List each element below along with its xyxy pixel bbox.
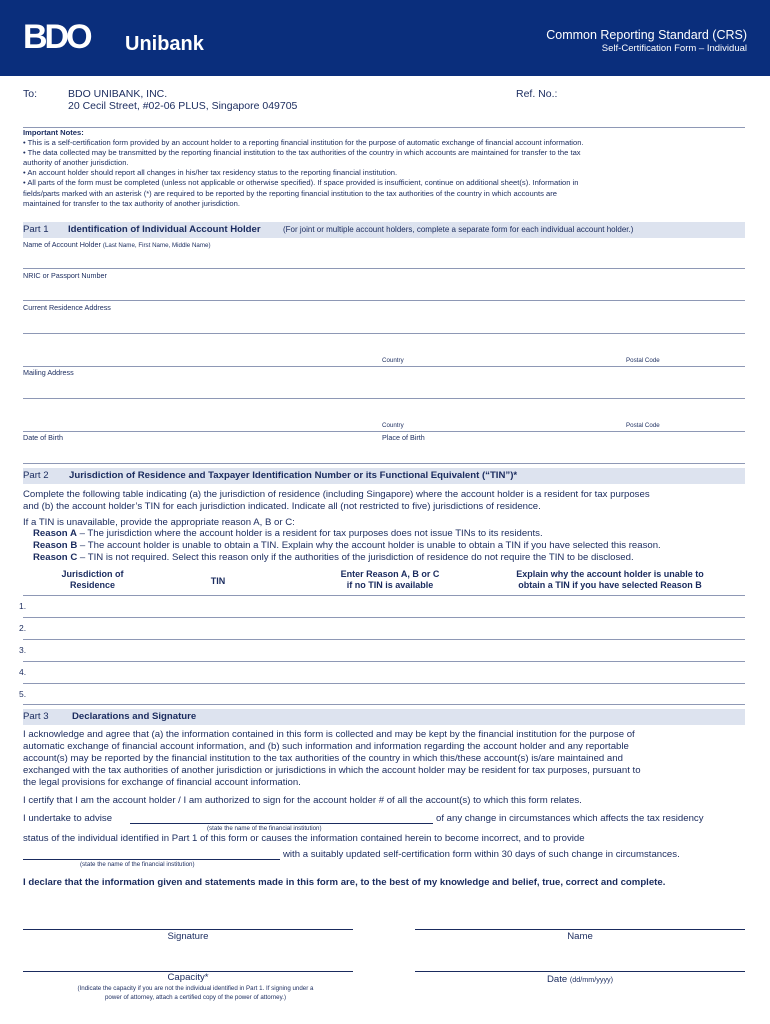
- col-jurisdiction-header: Jurisdiction of Residence: [61, 569, 124, 590]
- table-row-2[interactable]: [23, 639, 745, 640]
- addressee-address: 20 Cecil Street, #02-06 PLUS, Singapore 049705: [68, 100, 298, 112]
- reason-b: Reason B – The account holder is unable to obtain a TIN. Explain why the account holder is unable to obtain a TIN if you have selected this reason.: [33, 540, 661, 551]
- within-line: with a suitably updated self-certification form within 30 days of such change in circumstances.: [283, 849, 680, 860]
- account-holder-name-label: Name of Account Holder (Last Name, First Name, Middle Name): [23, 240, 211, 249]
- reason-a: Reason A – The jurisdiction where the account holder is a resident for tax purposes does not issue TINs to its residents.: [33, 528, 543, 539]
- table-header-rule: [23, 595, 745, 596]
- table-row-number: 4.: [19, 667, 27, 677]
- mailing-address-label: Mailing Address: [23, 368, 74, 377]
- acknowledgement-paragraph: I acknowledge and agree that (a) the information contained in this form is collected and may be kept by the financial institution for the purpose of automatic exchange of financial account information, and (b) such information and information regarding the account holder and any reportable account(s) may be reported by the financial institution to the tax authorities of the country in which this/these account(s) is/are maintained and exchanged with the tax authorities of another jurisdiction or jurisdictions in which the account holder may be resident for tax purposes, pursuant to the legal provisions for exchange of financial account information.: [23, 729, 641, 788]
- ref-no-field[interactable]: [563, 99, 745, 100]
- note-line: • This is a self-certification form provided by an account holder to a reporting financial institution for the purpose of automatic exchange of financial account information.: [23, 138, 584, 148]
- note-line: authority of another jurisdiction.: [23, 158, 129, 168]
- table-row-number: 3.: [19, 645, 27, 655]
- col-reason-header: Enter Reason A, B or C if no TIN is available: [340, 569, 440, 590]
- declaration-statement: I declare that the information given and statements made in this form are, to the best of my knowledge and belief, true, correct and complete.: [23, 877, 666, 888]
- table-row-4[interactable]: [23, 683, 745, 684]
- capacity-hint-1: (Indicate the capacity if you are not the individual identified in Part 1. If signing under a: [77, 985, 314, 992]
- note-line: • The data collected may be transmitted by the reporting financial institution to the tax authorities of the country in which accounts are maintained for transfer to the tax: [23, 148, 581, 158]
- part2-label: Part 2: [23, 470, 49, 481]
- part3-title: Declarations and Signature: [72, 711, 197, 722]
- part1-title: Identification of Individual Account Holder: [68, 224, 261, 235]
- part1-header: [23, 222, 745, 238]
- bdo-logo: BDO: [23, 18, 90, 56]
- col-explain-header: Explain why the account holder is unable to obtain a TIN if you have selected Reason B: [516, 569, 704, 590]
- place-of-birth-label: Place of Birth: [382, 433, 425, 442]
- part2-header: [23, 468, 745, 484]
- addressee-company: BDO UNIBANK, INC.: [68, 88, 168, 100]
- birth-details-field[interactable]: [23, 463, 745, 464]
- date-field[interactable]: [415, 971, 745, 972]
- undertake-end: of any change in circumstances which affects the tax residency: [436, 813, 704, 824]
- financial-institution-field-1[interactable]: [130, 823, 433, 824]
- table-row-number: 5.: [19, 689, 27, 699]
- undertake-start: I undertake to advise: [23, 813, 113, 824]
- account-holder-name-field[interactable]: [23, 268, 745, 269]
- residence-country-label: Country: [382, 357, 404, 364]
- fi-hint-2: (state the name of the financial institution): [80, 861, 195, 868]
- mailing-address-field-1[interactable]: [23, 398, 745, 399]
- date-of-birth-label: Date of Birth: [23, 433, 63, 442]
- mailing-country-label: Country: [382, 422, 404, 429]
- part3-label: Part 3: [23, 711, 49, 722]
- part2-intro-line-1: Complete the following table indicating (a) the jurisdiction of residence (including Singapore) where the account holder is a resident for tax purposes: [23, 489, 650, 500]
- unibank-logo-text: Unibank: [125, 33, 204, 55]
- nric-field[interactable]: [23, 300, 745, 301]
- notes-title: Important Notes:: [23, 128, 84, 137]
- residence-address-field-2[interactable]: [23, 366, 745, 367]
- ref-no-label: Ref. No.:: [516, 88, 558, 100]
- name-label: Name: [567, 931, 593, 942]
- part3-header: [23, 709, 745, 725]
- page-header: [0, 0, 770, 76]
- tin-unavailable-text: If a TIN is unavailable, provide the appropriate reason A, B or C:: [23, 517, 295, 528]
- capacity-label: Capacity*: [167, 972, 209, 983]
- col-tin-header: TIN: [210, 576, 226, 586]
- note-line: • An account holder should report all changes in his/her tax residency status to the reporting financial institution.: [23, 168, 398, 178]
- part2-title: Jurisdiction of Residence and Taxpayer Identification Number or its Functional Equivalent (“TIN”)*: [69, 470, 518, 481]
- table-row-5[interactable]: [23, 704, 745, 705]
- financial-institution-field-2[interactable]: [23, 859, 280, 860]
- form-title: Common Reporting Standard (CRS): [546, 28, 747, 42]
- note-line: fields/parts marked with an asterisk (*) are required to be reported by the reporting financial institution to the tax authorities of the country in which accounts are: [23, 188, 557, 198]
- mailing-address-field-2[interactable]: [23, 431, 745, 432]
- note-line: • All parts of the form must be completed (unless not applicable or otherwise specified). If space provided is insufficient, continue on additional sheet(s). Information in: [23, 178, 579, 188]
- important-notes: [23, 127, 745, 213]
- nric-label: NRIC or Passport Number: [23, 271, 107, 280]
- form-subtitle: Self-Certification Form – Individual: [601, 43, 747, 54]
- signature-field[interactable]: [23, 929, 353, 930]
- part1-note: (For joint or multiple account holders, complete a separate form for each individual account holder.): [283, 225, 634, 234]
- residence-postal-code-label: Postal Code: [626, 357, 660, 364]
- capacity-hint-2: power of attorney, attach a certified copy of the power of attorney.): [104, 994, 287, 1001]
- part1-label: Part 1: [23, 224, 49, 235]
- status-line: status of the individual identified in Part 1 of this form or causes the information contained herein to become incorrect, and to provide: [23, 833, 585, 844]
- reason-c: Reason C – TIN is not required. Select this reason only if the authorities of the jurisdiction of residence do not require the TIN to be disclosed.: [33, 552, 634, 563]
- name-field[interactable]: [415, 929, 745, 930]
- residence-address-field-1[interactable]: [23, 333, 745, 334]
- residence-address-label: Current Residence Address: [23, 303, 111, 312]
- note-line: maintained for transfer to the tax authority of another jurisdiction.: [23, 198, 240, 208]
- to-label: To:: [23, 88, 38, 100]
- date-label: Date (dd/mm/yyyy): [546, 974, 614, 985]
- part2-intro-line-2: and (b) the account holder’s TIN for each jurisdiction indicated. Indicate all (not restricted to five) jurisdictions of residence.: [23, 501, 541, 512]
- table-row-1[interactable]: [23, 617, 745, 618]
- table-row-number: 1.: [19, 601, 27, 611]
- signature-label: Signature: [167, 931, 209, 942]
- table-row-number: 2.: [19, 623, 27, 633]
- certify-statement: I certify that I am the account holder / I am authorized to sign for the account holder # of all the account(s) to which this form relates.: [23, 795, 582, 806]
- fi-hint-1: (state the name of the financial institution): [207, 825, 322, 832]
- mailing-postal-code-label: Postal Code: [626, 422, 660, 429]
- table-row-3[interactable]: [23, 661, 745, 662]
